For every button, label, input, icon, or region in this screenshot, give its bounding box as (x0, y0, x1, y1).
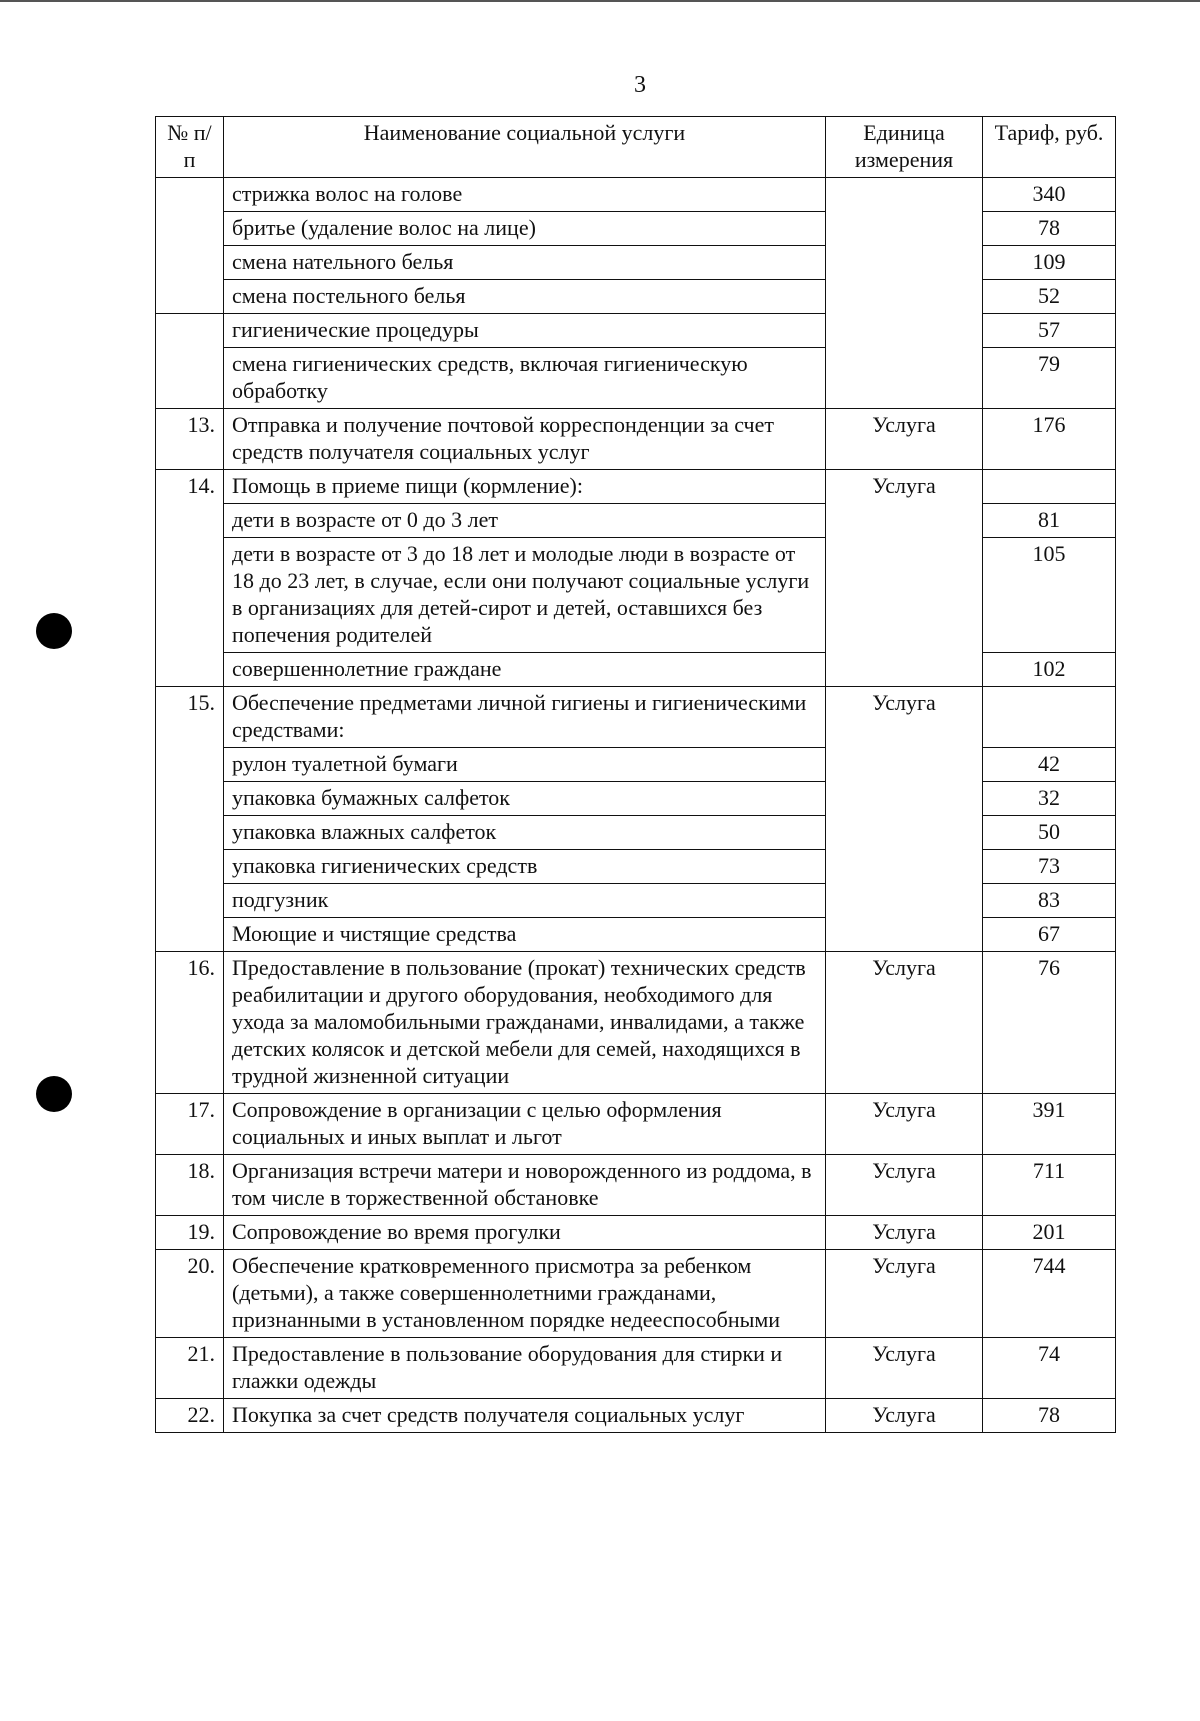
cell-unit: Услуга (826, 1155, 983, 1216)
cell-unit (826, 178, 983, 409)
table-row (156, 470, 1116, 504)
cell-tariff: 391 (983, 1094, 1116, 1155)
cell-name: упаковка гигиенических средств (224, 850, 826, 884)
table-row (156, 1399, 1116, 1433)
cell-name: смена нательного белья (224, 246, 826, 280)
table-row (156, 1094, 1116, 1155)
cell-name: Покупка за счет средств получателя социальных услуг (224, 1399, 826, 1433)
table-row (156, 178, 1116, 212)
cell-num: 21. (156, 1338, 224, 1399)
table-row (156, 687, 1116, 748)
cell-unit: Услуга (826, 409, 983, 470)
cell-unit: Услуга (826, 1094, 983, 1155)
cell-tariff: 79 (983, 348, 1116, 409)
cell-name: бритье (удаление волос на лице) (224, 212, 826, 246)
cell-tariff: 711 (983, 1155, 1116, 1216)
cell-tariff (983, 470, 1116, 504)
cell-tariff: 744 (983, 1250, 1116, 1338)
cell-name: рулон туалетной бумаги (224, 748, 826, 782)
cell-tariff: 81 (983, 504, 1116, 538)
header-unit: Единица измерения (826, 117, 983, 178)
cell-tariff: 78 (983, 1399, 1116, 1433)
cell-tariff: 201 (983, 1216, 1116, 1250)
cell-num (156, 314, 224, 409)
cell-num: 20. (156, 1250, 224, 1338)
cell-tariff: 74 (983, 1338, 1116, 1399)
cell-name: Сопровождение во время прогулки (224, 1216, 826, 1250)
header-tariff: Тариф, руб. (983, 117, 1116, 178)
cell-num: 18. (156, 1155, 224, 1216)
punch-hole (36, 1076, 72, 1112)
cell-tariff: 76 (983, 952, 1116, 1094)
cell-unit: Услуга (826, 1399, 983, 1433)
cell-name: дети в возрасте от 0 до 3 лет (224, 504, 826, 538)
table-row (156, 1155, 1116, 1216)
cell-unit: Услуга (826, 687, 983, 952)
cell-tariff: 102 (983, 653, 1116, 687)
cell-name: совершеннолетние граждане (224, 653, 826, 687)
cell-num: 16. (156, 952, 224, 1094)
cell-tariff: 50 (983, 816, 1116, 850)
cell-num: 17. (156, 1094, 224, 1155)
cell-tariff: 83 (983, 884, 1116, 918)
header-num: № п/п (156, 117, 224, 178)
table-row (156, 1216, 1116, 1250)
cell-name: смена гигиенических средств, включая гигиеническую обработку (224, 348, 826, 409)
cell-name: Отправка и получение почтовой корреспонденции за счет средств получателя социальных услуг (224, 409, 826, 470)
cell-unit: Услуга (826, 1216, 983, 1250)
cell-unit: Услуга (826, 470, 983, 687)
cell-name: упаковка бумажных салфеток (224, 782, 826, 816)
cell-name: дети в возрасте от 3 до 18 лет и молодые люди в возрасте от 18 до 23 лет, в случае, если они получают социальные услуги в организациях для детей-сирот и детей, оставшихся без попечения родителей (224, 538, 826, 653)
cell-tariff: 57 (983, 314, 1116, 348)
cell-unit: Услуга (826, 952, 983, 1094)
cell-unit: Услуга (826, 1250, 983, 1338)
cell-name: Организация встречи матери и новорожденного из роддома, в том числе в торжественной обстановке (224, 1155, 826, 1216)
cell-name: Предоставление в пользование оборудования для стирки и глажки одежды (224, 1338, 826, 1399)
cell-tariff: 105 (983, 538, 1116, 653)
cell-tariff: 32 (983, 782, 1116, 816)
cell-name: Обеспечение предметами личной гигиены и гигиеническими средствами: (224, 687, 826, 748)
cell-name: Помощь в приеме пищи (кормление): (224, 470, 826, 504)
cell-tariff: 176 (983, 409, 1116, 470)
cell-num: 15. (156, 687, 224, 952)
cell-name: подгузник (224, 884, 826, 918)
cell-name: смена постельного белья (224, 280, 826, 314)
cell-num: 13. (156, 409, 224, 470)
cell-tariff: 73 (983, 850, 1116, 884)
page-number: 3 (634, 72, 646, 98)
table-row (156, 1338, 1116, 1399)
cell-num (156, 178, 224, 314)
cell-tariff: 67 (983, 918, 1116, 952)
cell-name: гигиенические процедуры (224, 314, 826, 348)
cell-tariff: 78 (983, 212, 1116, 246)
scan-edge-line (0, 0, 1200, 2)
cell-tariff: 52 (983, 280, 1116, 314)
cell-tariff: 340 (983, 178, 1116, 212)
cell-num: 19. (156, 1216, 224, 1250)
table-row (156, 952, 1116, 1094)
table-row (156, 1250, 1116, 1338)
tariff-table (155, 116, 1116, 1433)
cell-tariff (983, 687, 1116, 748)
cell-name: Сопровождение в организации с целью оформления социальных и иных выплат и льгот (224, 1094, 826, 1155)
cell-name: Предоставление в пользование (прокат) технических средств реабилитации и другого оборудования, необходимого для ухода за маломобильными гражданами, инвалидами, а также детских колясок и детской мебели для семей, находящихся в трудной жизненной ситуации (224, 952, 826, 1094)
cell-name: Моющие и чистящие средства (224, 918, 826, 952)
cell-name: Обеспечение кратковременного присмотра за ребенком (детьми), а также совершеннолетними гражданами, признанными в установленном порядке недееспособными (224, 1250, 826, 1338)
table-row (156, 409, 1116, 470)
cell-tariff: 109 (983, 246, 1116, 280)
cell-unit: Услуга (826, 1338, 983, 1399)
punch-hole (36, 613, 72, 649)
cell-num: 14. (156, 470, 224, 687)
cell-name: стрижка волос на голове (224, 178, 826, 212)
table-header-row (156, 117, 1116, 178)
header-name: Наименование социальной услуги (224, 117, 826, 178)
cell-num: 22. (156, 1399, 224, 1433)
cell-tariff: 42 (983, 748, 1116, 782)
cell-name: упаковка влажных салфеток (224, 816, 826, 850)
